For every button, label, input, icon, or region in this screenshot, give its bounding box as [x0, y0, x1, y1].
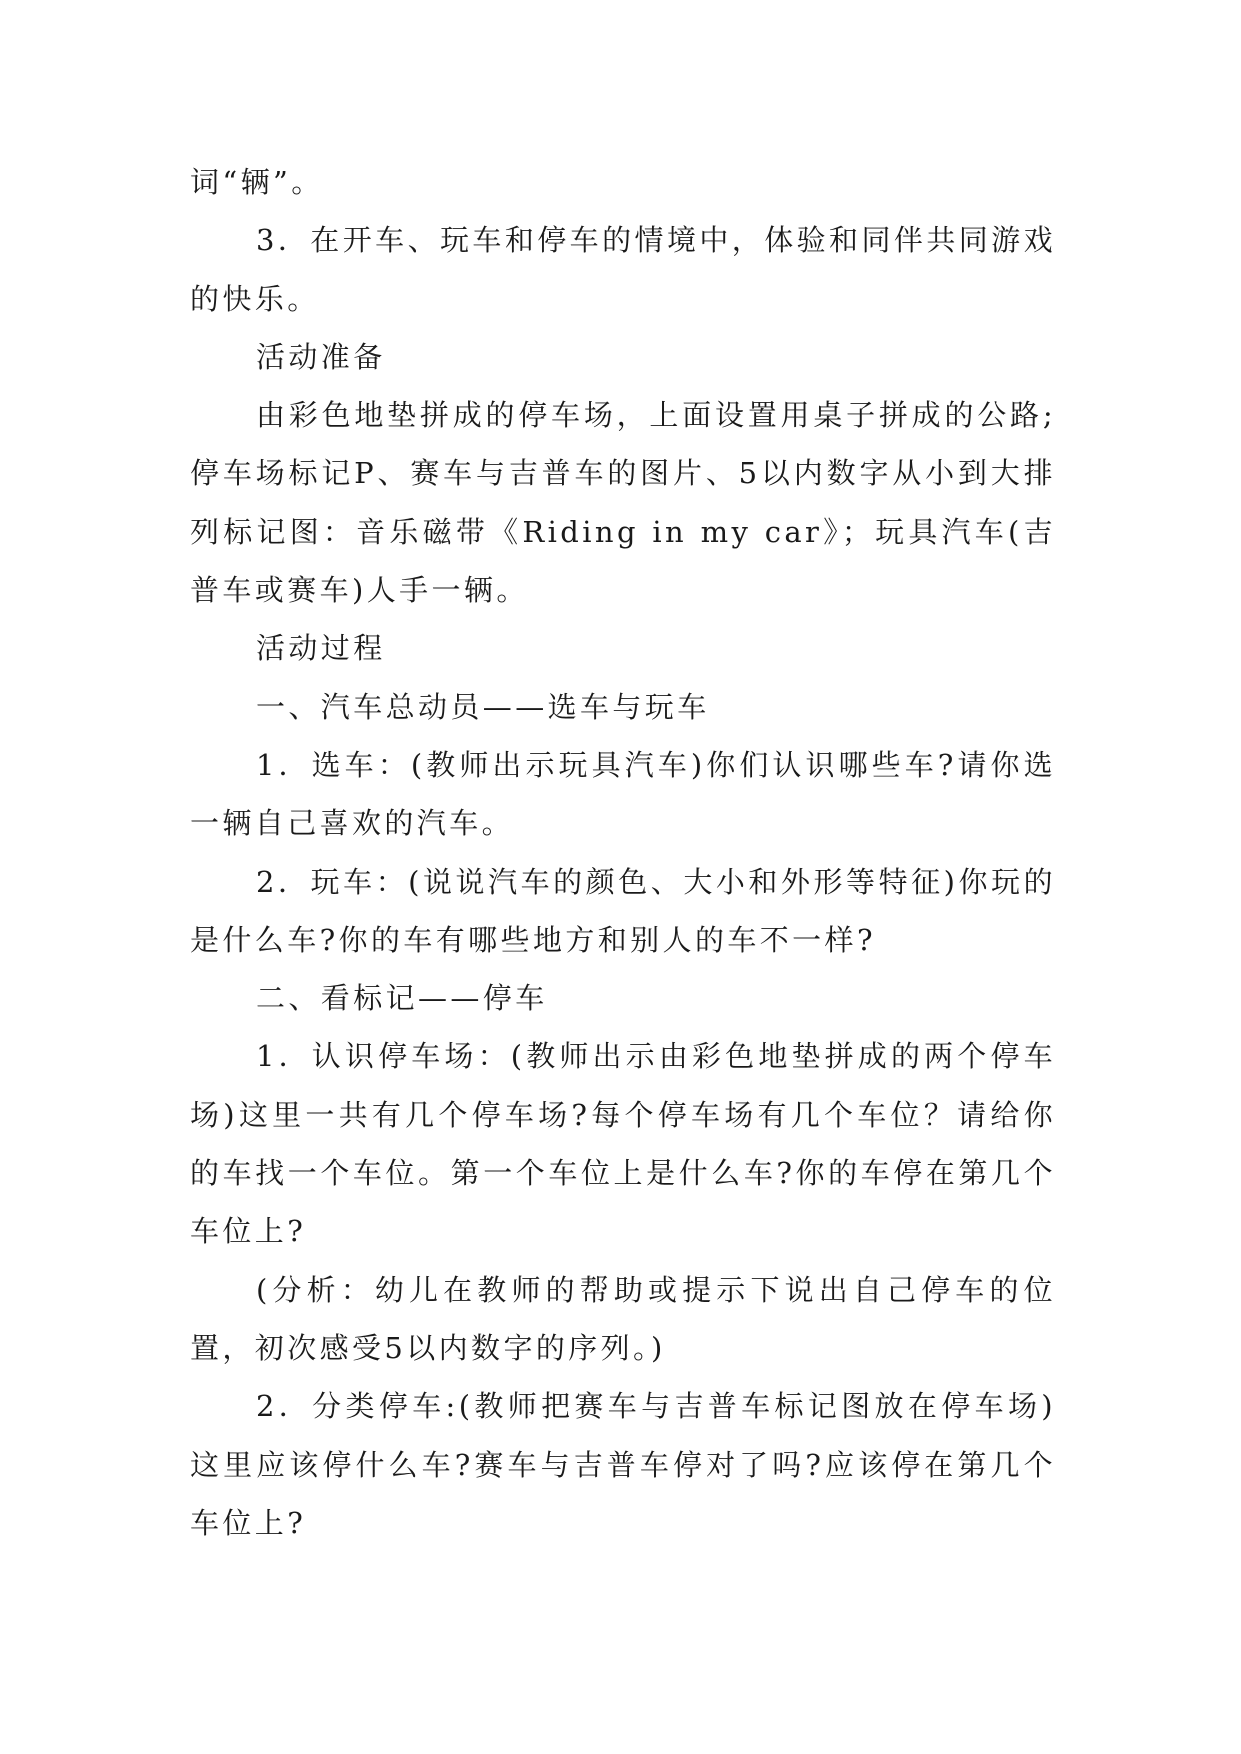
paragraph-play-car: 2．玩车：(说说汽车的颜色、大小和外形等特征)你玩的是什么车?你的车有哪些地方和别人的车不一样?	[190, 864, 1056, 957]
paragraph-choose-car: 1．选车：(教师出示玩具汽车)你们认识哪些车?请你选一辆自己喜欢的汽车。	[190, 747, 1056, 841]
paragraph-know-parking-lot: 1．认识停车场：(教师出示由彩色地垫拼成的两个停车场)这里一共有几个停车场?每个停车场有几个车位？请给你的车找一个车位。第一个车位上是什么车?你的车停在第几个车位上?	[190, 1039, 1056, 1249]
heading-activity-preparation: 活动准备	[256, 339, 386, 374]
paragraph-analysis-note: (分析：幼儿在教师的帮助或提示下说出自己停车的位置，初次感受5以内数字的序列。)	[190, 1272, 1056, 1365]
paragraph-preparation-materials: 由彩色地垫拼成的停车场，上面设置用桌子拼成的公路;停车场标记P、赛车与吉普车的图片、5以内数字从小到大排列标记图：音乐磁带《Riding in my car》；玩具汽车(吉普车或赛车)人手一辆。	[190, 398, 1056, 608]
paragraph-continuation: 词“辆”。	[190, 165, 324, 199]
paragraph-sort-parking: 2．分类停车:(教师把赛车与吉普车标记图放在停车场)这里应该停什么车?赛车与吉普车停对了吗?应该停在第几个车位上?	[190, 1389, 1056, 1540]
document-body	[190, 153, 1056, 1552]
paragraph-goal-3: 3．在开车、玩车和停车的情境中，体验和同伴共同游戏的快乐。	[190, 223, 1056, 316]
heading-section-two: 二、看标记——停车	[256, 981, 548, 1016]
heading-activity-process: 活动过程	[256, 631, 386, 666]
heading-section-one: 一、汽车总动员——选车与玩车	[256, 689, 710, 724]
